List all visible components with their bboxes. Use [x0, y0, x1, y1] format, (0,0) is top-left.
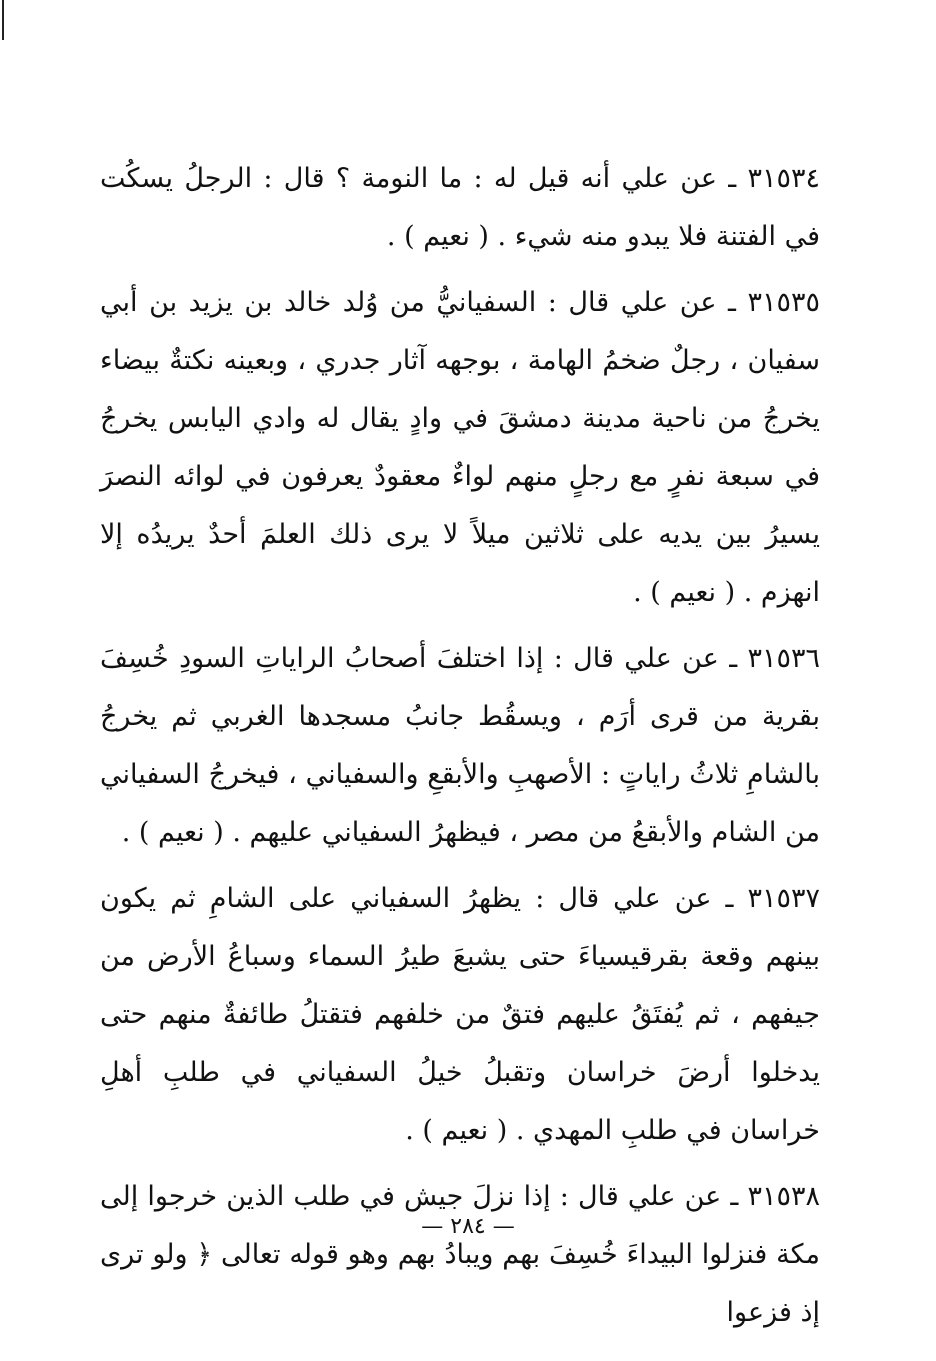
page-edge-mark	[2, 0, 4, 40]
entry-number: ٣١٥٣٤	[747, 163, 820, 194]
hadith-entry-31534	[100, 150, 820, 266]
entry-text: ـ عن علي قال : إذا اختلفَ أصحابُ الراياتِ السودِ خُسِفَ بقرية من قرى أرَم ، ويسقُط جانبُ مسجدها الغربي ثم يخرجُ بالشامِ ثلاثُ راياتٍ : الأصهبِ والأبقعِ والسفياني ، فيخرجُ السفياني من الشام والأبقعُ من مصر ، فيظهرُ السفياني عليهم . ( نعيم ) .	[100, 643, 820, 848]
hadith-entry-31538	[100, 1168, 820, 1342]
page-number: — ٢٨٤ —	[421, 1214, 515, 1239]
hadith-entry-31536	[100, 630, 820, 862]
hadith-entry-31535	[100, 274, 820, 622]
entry-number: ٣١٥٣٥	[747, 287, 820, 318]
entry-number: ٣١٥٣٧	[747, 883, 820, 914]
entry-number: ٣١٥٣٨	[747, 1181, 820, 1212]
entry-text: ـ عن علي أنه قيل له : ما النومة ؟ قال : الرجلُ يسكُت في الفتنة فلا يبدو منه شيء . ( نعيم ) .	[100, 163, 820, 252]
entry-text: ـ عن علي قال : السفيانيُّ من وُلد خالد بن يزيد بن أبي سفيان ، رجلٌ ضخمُ الهامة ، بوجهه آثار جدري ، وبعينه نكتةٌ بيضاء يخرجُ من ناحية مدينة دمشقَ في وادٍ يقال له وادي اليابس يخرجُ في سبعة نفرٍ مع رجلٍ منهم لواءٌ معقودٌ يعرفون في لوائه النصرَ يسيرُ بين يديه على ثلاثين ميلاً لا يرى ذلك العلمَ أحدٌ يريدُه إلا انهزم . ( نعيم ) .	[100, 287, 820, 608]
hadith-entry-31537	[100, 870, 820, 1160]
entry-text: ـ عن علي قال : إذا نزلَ جيش في طلب الذين خرجوا إلى مكة فنزلوا البيداءَ خُسِفَ بهم ويبادُ بهم وهو قوله تعالى ﴿ ولو ترى إذ فزعوا	[100, 1181, 820, 1328]
hadith-text-block	[100, 150, 820, 1350]
entry-text: ـ عن علي قال : يظهرُ السفياني على الشامِ ثم يكون بينهم وقعة بقرقيسياءَ حتى يشبعَ طيرُ السماء وسباعُ الأرض من جيفهم ، ثم يُفتَقُ عليهم فتقٌ من خلفهم فتقتلُ طائفةٌ منهم حتى يدخلوا أرضَ خراسان وتقبلُ خيلُ السفياني في طلبِ أهلِ خراسان في طلبِ المهدي . ( نعيم ) .	[100, 883, 820, 1146]
entry-number: ٣١٥٣٦	[747, 643, 820, 674]
